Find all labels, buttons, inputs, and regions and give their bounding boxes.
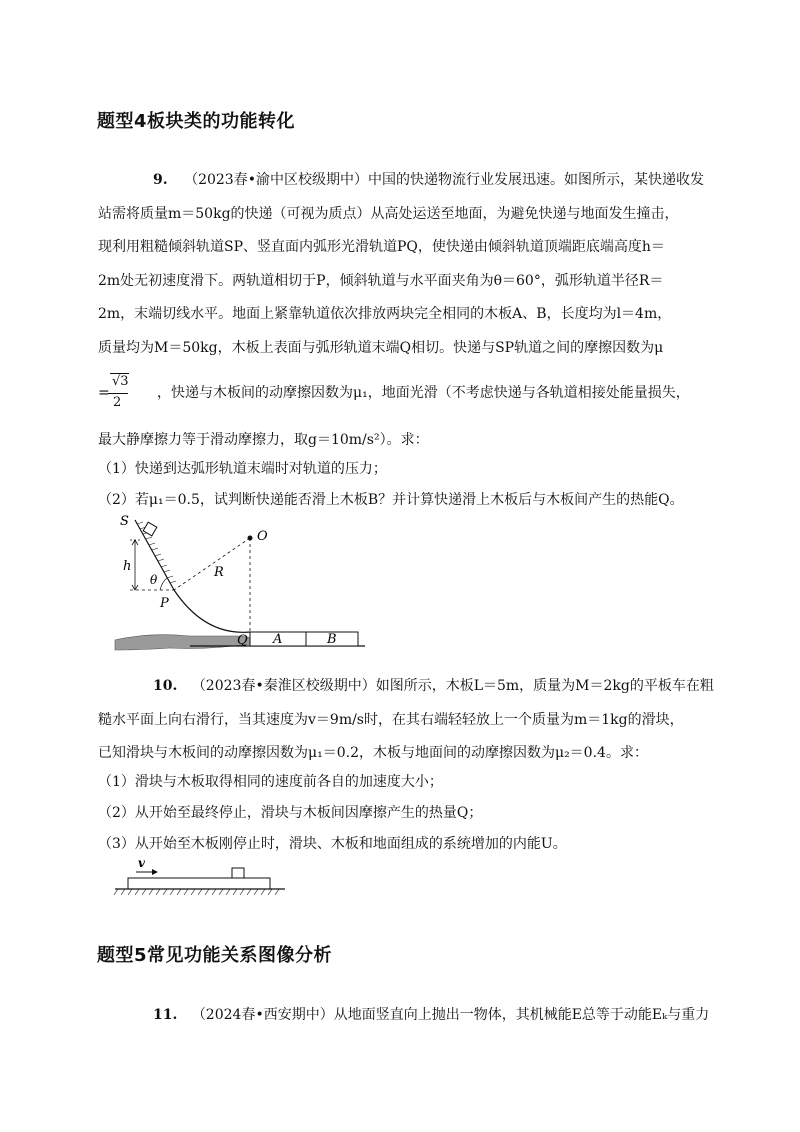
q9-package: [143, 522, 157, 536]
q9-line-6: 质量均为M＝50kg，木板上表面与弧形轨道末端Q相切。快递与SP轨道之间的摩擦因数为μ: [98, 340, 664, 356]
q9-figure: [110, 510, 370, 660]
q11-line-1: [153, 1005, 709, 1025]
q11-number: 11.: [153, 1007, 178, 1023]
q10-text-1: 如图所示，木板L＝5m，质量为M＝2kg的平板车在粗: [375, 678, 714, 694]
q9-number: 9.: [153, 172, 168, 188]
q9-subq-2: （2）若μ₁＝0.5，试判断快递能否滑上木板B？并计算快递滑上木板后与木板间产生的热能Q。: [98, 492, 684, 508]
section-heading-4: 题型4板块类的功能转化: [97, 111, 296, 132]
q10-figure: [110, 856, 290, 901]
q9-frac-bar: [108, 393, 128, 394]
q10-number: 10.: [153, 678, 178, 694]
q11-source: （2024春•西安期中）: [191, 1007, 334, 1023]
q10-subq-2: （2）从开始至最终停止，滑块与木板间因摩擦产生的热量Q；: [98, 805, 483, 821]
q9-label-b: B: [327, 632, 337, 647]
q10-line-1: [153, 676, 714, 696]
q10-slider: [232, 868, 244, 878]
q10-label-v: v: [138, 856, 145, 870]
q10-source: （2023春•秦淮区校级期中）: [191, 678, 376, 694]
q9-subq-1: （1）快递到达弧形轨道末端时对轨道的压力；: [98, 461, 387, 477]
q9-line-8: 最大静摩擦力等于滑动摩擦力，取g＝10m/s²）。求：: [98, 432, 429, 448]
q9-line-1: [153, 170, 704, 190]
q9-line-5: 2m，末端切线水平。地面上紧靠轨道依次排放两块完全相同的木板A、B，长度均为l＝4m，: [98, 306, 672, 322]
section-heading-5: 题型5常见功能关系图像分析: [97, 945, 333, 966]
q10-board: [128, 878, 270, 889]
q9-label-p: P: [160, 596, 169, 611]
q9-source: （2023春•渝中区校级期中）: [184, 172, 368, 188]
q10-subq-3: （3）从开始至木板刚停止时，滑块、木板和地面组成的系统增加的内能U。: [98, 836, 567, 852]
q9-frac-numerator: √3: [112, 374, 129, 389]
q9-line-7: ，快递与木板间的动摩擦因数为μ₁，地面光滑（不考虑快递与各轨道相接处能量损失，: [157, 385, 690, 401]
q10-line-2: 糙水平面上向右滑行，当其速度为v＝9m/s时，在其右端轻轻放上一个质量为m＝1kg的滑块，: [98, 712, 684, 728]
q10-subq-1: （1）滑块与木板取得相同的速度前各自的加速度大小；: [98, 774, 443, 790]
q11-text-1: 从地面竖直向上抛出一物体，其机械能E总等于动能Eₖ与重力: [333, 1007, 710, 1023]
q9-label-q: Q: [237, 633, 248, 648]
q9-line-4: 2m处无初速度滑下。两轨道相切于P，倾斜轨道与水平面夹角为θ＝60°，弧形轨道半径R＝: [98, 273, 664, 289]
q9-label-s: S: [120, 514, 129, 529]
q9-line-3: 现利用粗糙倾斜轨道SP、竖直面内弧形光滑轨道PQ，使快递由倾斜轨道顶端距底端高度h＝: [98, 239, 665, 255]
q9-label-a: A: [273, 632, 283, 647]
q9-arc-track: [174, 590, 250, 632]
q9-frac-eq: =: [98, 385, 110, 401]
q9-label-r: R: [214, 565, 224, 580]
q9-label-o: O: [257, 529, 268, 544]
q9-label-h: h: [123, 559, 132, 574]
q9-label-theta: θ: [150, 573, 158, 587]
q9-frac-denominator: 2: [113, 395, 122, 410]
q9-line-2: 站需将质量m＝50kg的快递（可视为质点）从高处运送至地面，为避免快递与地面发生撞击，: [98, 206, 679, 222]
q10-line-3: 已知滑块与木板间的动摩擦因数为μ₁＝0.2，木板与地面间的动摩擦因数为μ₂＝0.4。求：: [98, 745, 648, 761]
q9-text-1: 中国的快递物流行业发展迅速。如图所示，某快递收发: [367, 172, 704, 188]
